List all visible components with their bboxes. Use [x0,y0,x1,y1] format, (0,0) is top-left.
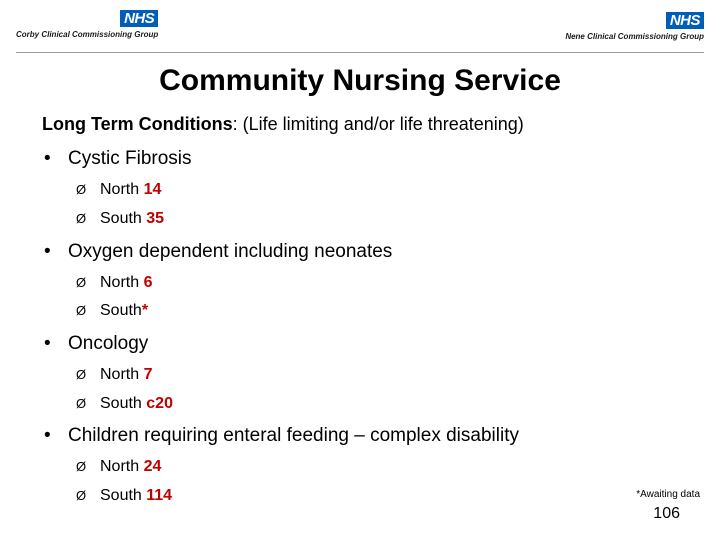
area-label: North [100,274,144,291]
page-title: Community Nursing Service [159,64,561,97]
arrow-icon: Ø [76,182,87,197]
arrow-icon: Ø [76,459,87,474]
subtitle-bold: Long Term Conditions [42,114,233,134]
section-cystic-fibrosis [44,148,192,170]
area-label: South [100,487,147,504]
footnote: *Awaiting data [636,489,700,500]
bullet-icon: • [44,333,51,354]
count-value: 35 [146,210,165,227]
area-label: South [100,395,147,412]
header-divider [16,52,704,53]
nene-ccg-name: Nene Clinical Commissioning Group [565,32,704,41]
bullet-icon: • [44,241,51,262]
area-label: South [100,210,147,227]
subtitle-rest: : (Life limiting and/or life threatening) [232,114,524,134]
count-value: 24 [143,458,162,475]
list-item [76,302,148,320]
section-enteral-feeding [44,425,519,447]
arrow-icon: Ø [76,488,87,503]
count-value: * [141,302,149,319]
count-value: 6 [143,274,153,291]
section-oxygen-dependent [44,241,392,263]
list-item [76,487,172,505]
area-label: North [100,458,144,475]
corby-ccg-logo [16,10,158,39]
list-item [76,210,164,228]
bullet-icon: • [44,148,51,169]
area-label: North [100,366,144,383]
arrow-icon: Ø [76,367,87,382]
bullet-icon: • [44,425,51,446]
count-value: 7 [143,366,153,383]
list-item [76,395,173,413]
section-label: Oxygen dependent including neonates [68,241,393,262]
count-value: 14 [143,181,162,198]
page-number: 106 [653,505,680,522]
count-value: 114 [146,487,173,504]
arrow-icon: Ø [76,211,87,226]
area-label: North [100,181,144,198]
area-label: South [100,302,142,319]
arrow-icon: Ø [76,396,87,411]
subtitle [42,114,524,135]
corby-ccg-name: Corby Clinical Commissioning Group [16,30,159,39]
section-label: Oncology [68,333,149,354]
section-label: Children requiring enteral feeding – complex disability [68,425,519,446]
nhs-logo-left: NHS [120,10,158,27]
list-item [76,458,161,476]
list-item [76,366,152,384]
count-value: c20 [146,395,173,412]
nhs-logo-right: NHS [666,12,704,29]
list-item [76,274,152,292]
arrow-icon: Ø [76,275,87,290]
nene-ccg-logo [565,12,704,41]
section-oncology [44,333,148,355]
section-label: Cystic Fibrosis [68,148,192,169]
list-item [76,181,161,199]
arrow-icon: Ø [76,303,87,318]
